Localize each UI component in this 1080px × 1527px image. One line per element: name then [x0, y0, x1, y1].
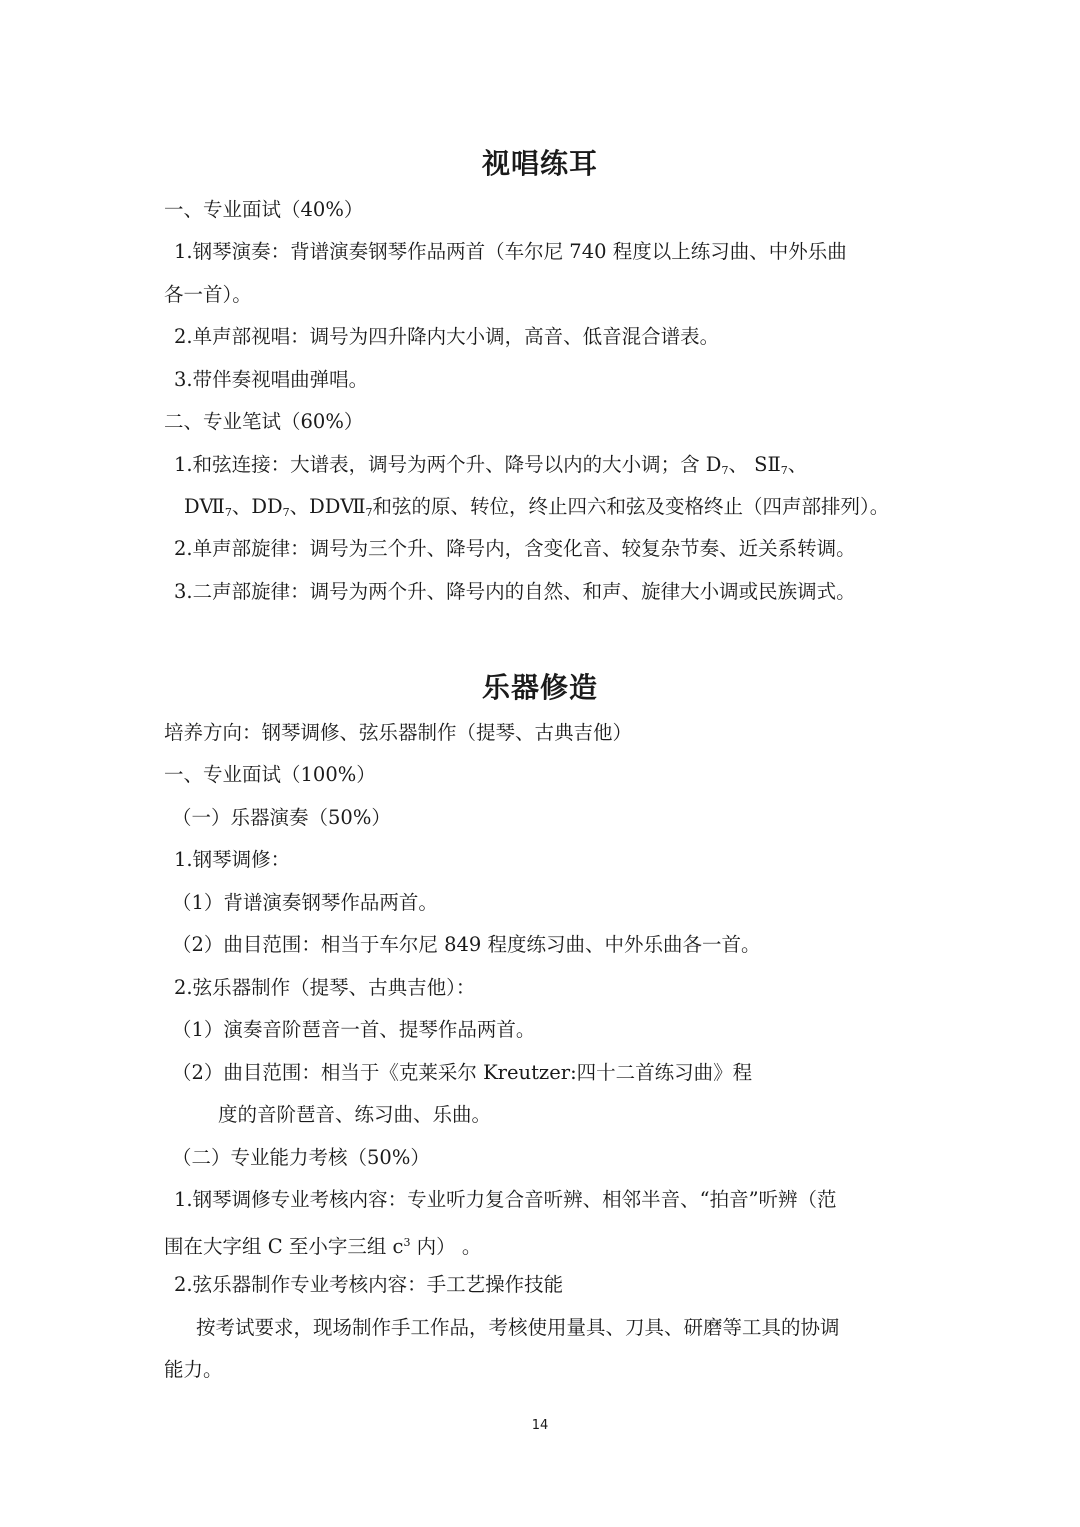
chord-text-b: 、 SⅡ: [728, 453, 781, 476]
chord-text-d: 和弦的原、转位，终止四六和弦及变格终止（四声部排列）。: [372, 495, 890, 518]
training-direction: 培养方向：钢琴调修、弦乐器制作（提琴、古典吉他）: [164, 721, 633, 744]
chord-subscript: 7: [721, 464, 729, 477]
chord-text-a: DⅦ: [184, 495, 225, 518]
page-number: 14: [531, 1418, 549, 1433]
interview-heading: 一、专业面试（100%）: [164, 763, 376, 786]
chord-subscript: 7: [282, 506, 290, 519]
two-part-melody-item: 3.二声部旋律：调号为两个升、降号内的自然、和声、旋律大小调或民族调式。: [174, 580, 856, 603]
making-detail-line: 按考试要求，现场制作手工作品，考核使用量具、刀具、研磨等工具的协调: [196, 1316, 840, 1339]
written-heading: 二、专业笔试（60%）: [164, 410, 364, 433]
piano-performance-line-cont: 各一首）。: [164, 283, 252, 306]
section-title-instrument-repair: 乐器修造: [481, 671, 598, 704]
chord-connection-line-cont: [184, 495, 889, 525]
string-making-item: 2.弦乐器制作（提琴、古典吉他）：: [174, 976, 476, 999]
string-making-subitem-1: （1）演奏音阶琶音一首、提琴作品两首。: [172, 1018, 536, 1041]
ability-subheading: （二）专业能力考核（50%）: [172, 1146, 430, 1169]
tuning-assessment-line: 1.钢琴调修专业考核内容：专业听力复合音听辨、相邻半音、“拍音”听辨（范: [174, 1188, 837, 1211]
making-assessment-line: 2.弦乐器制作专业考核内容：手工艺操作技能: [174, 1273, 564, 1296]
performance-subheading: （一）乐器演奏（50%）: [172, 806, 391, 829]
single-part-melody-item: 2.单声部旋律：调号为三个升、降号内，含变化音、较复杂节奏、近关系转调。: [174, 537, 856, 560]
piano-performance-line: 1.钢琴演奏：背谱演奏钢琴作品两首（车尔尼 740 程度以上练习曲、中外乐曲: [174, 240, 847, 263]
chord-subscript: 7: [224, 506, 232, 519]
piano-tuning-subitem-1: （1）背谱演奏钢琴作品两首。: [172, 891, 438, 914]
chord-connection-line: [174, 453, 807, 483]
tuning-assessment-line-cont: [164, 1231, 481, 1259]
tuning-assess-text-b: 内） 。: [410, 1235, 482, 1258]
chord-text-b: 、DD: [231, 495, 283, 518]
piano-tuning-item: 1.钢琴调修：: [174, 848, 291, 871]
sight-singing-item: 2.单声部视唱：调号为四升降内大小调，高音、低音混合谱表。: [174, 325, 720, 348]
chord-subscript: 7: [780, 464, 788, 477]
piano-tuning-subitem-2: （2）曲目范围：相当于车尔尼 849 程度练习曲、中外乐曲各一首。: [172, 933, 761, 956]
chord-text-a: 1.和弦连接：大谱表，调号为两个升、降号以内的大小调；含 D: [174, 453, 722, 476]
section-title-sight-singing: 视唱练耳: [481, 147, 598, 180]
chord-text-c: 、: [787, 453, 808, 476]
superscript: 3: [403, 1236, 411, 1249]
chord-text-c: 、DDⅦ: [289, 495, 366, 518]
chord-subscript: 7: [365, 506, 373, 519]
tuning-assess-text-a: 围在大字组 C 至小字三组 c: [164, 1235, 404, 1258]
accompaniment-item: 3.带伴奏视唱曲弹唱。: [174, 368, 369, 391]
string-making-subitem-2: （2）曲目范围：相当于《克莱采尔 Kreutzer:四十二首练习曲》程: [172, 1061, 753, 1084]
interview-heading: 一、专业面试（40%）: [164, 198, 364, 221]
making-detail-line-cont: 能力。: [164, 1358, 223, 1381]
string-making-subitem-2-cont: 度的音阶琶音、练习曲、乐曲。: [218, 1103, 492, 1126]
